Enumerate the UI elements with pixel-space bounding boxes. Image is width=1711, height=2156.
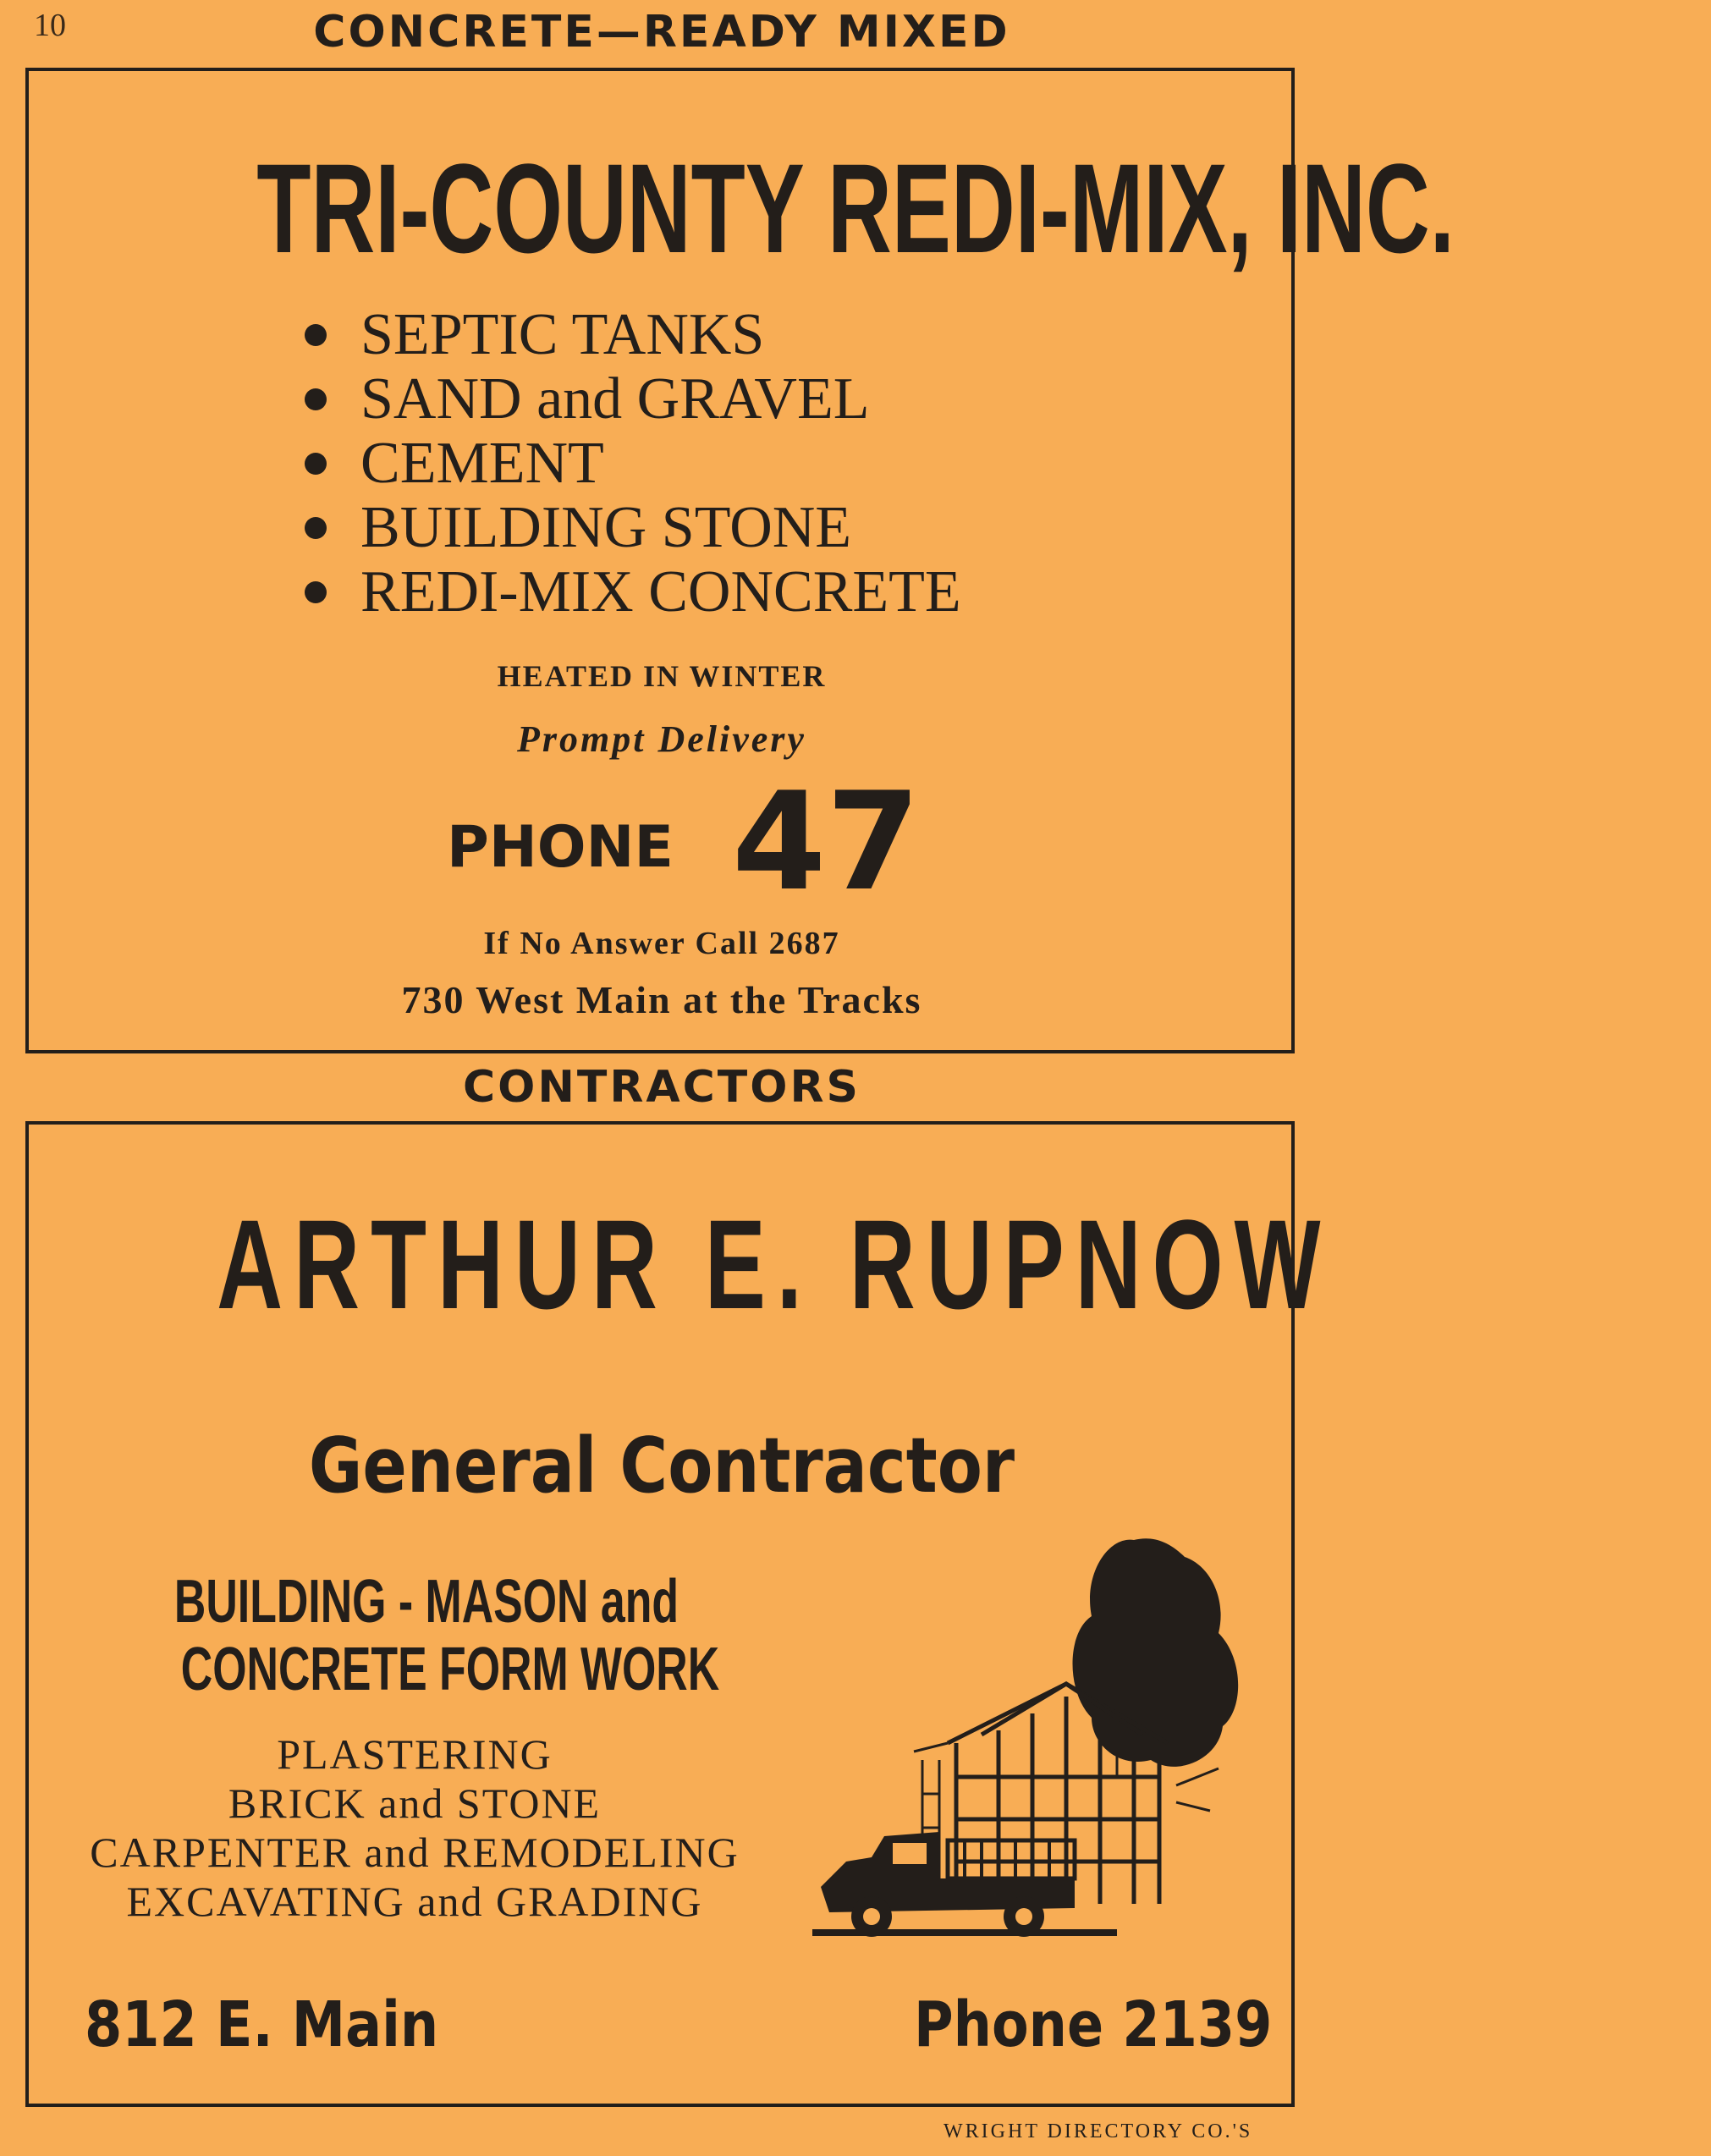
bullet-icon (305, 388, 327, 410)
section-heading-contractors: CONTRACTORS (463, 1062, 861, 1113)
phone-label: PHONE (447, 814, 674, 881)
bullet-icon (305, 453, 327, 475)
page-number: 10 (34, 8, 66, 43)
rupnow-name: ARTHUR E. RUPNOW (217, 1193, 1332, 1335)
list-item: REDI-MIX CONCRETE (305, 560, 961, 624)
rupnow-phone: Phone 2139 (914, 1988, 1273, 2061)
list-item: BUILDING STONE (305, 496, 961, 560)
rupnow-services-list (76, 1730, 753, 1926)
list-item: EXCAVATING and GRADING (126, 1878, 703, 1925)
bullet-icon (305, 324, 327, 346)
bullet-icon (305, 517, 327, 539)
phone-number: 47 (732, 762, 921, 921)
tri-county-services-list (305, 303, 961, 624)
heated-note: HEATED IN WINTER (497, 659, 827, 693)
rupnow-work-line-1: BUILDING - MASON and (173, 1568, 679, 1636)
section-heading-concrete: CONCRETE—READY MIXED (313, 7, 1010, 58)
alternate-phone: If No Answer Call 2687 (483, 926, 840, 961)
rupnow-work-line-2: CONCRETE FORM WORK (180, 1636, 720, 1703)
publisher-credit: WRIGHT DIRECTORY CO.'S (944, 2120, 1253, 2142)
list-item: SAND and GRAVEL (305, 367, 961, 432)
list-item: SEPTIC TANKS (305, 303, 961, 367)
rupnow-address: 812 E. Main (85, 1988, 439, 2061)
rupnow-title: General Contractor (308, 1422, 1015, 1510)
list-item: PLASTERING (277, 1730, 553, 1778)
construction-truck-illustration-icon (812, 1523, 1252, 1963)
bullet-icon (305, 581, 327, 603)
tri-county-address: 730 West Main at the Tracks (401, 978, 922, 1021)
prompt-delivery: Prompt Delivery (517, 718, 806, 760)
list-item: CEMENT (305, 432, 961, 496)
list-item: CARPENTER and REMODELING (90, 1829, 740, 1876)
tri-county-company-name: TRI-COUNTY REDI-MIX, INC. (256, 137, 1455, 279)
list-item: BRICK and STONE (228, 1779, 602, 1827)
